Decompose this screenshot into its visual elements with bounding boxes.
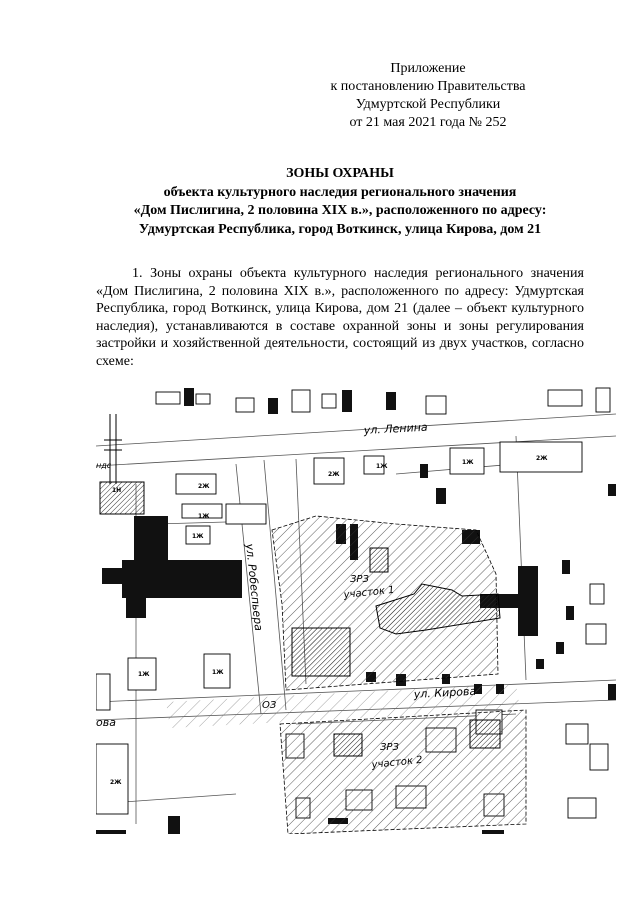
zone-oz-label: ОЗ — [262, 700, 277, 711]
body-line-1: 1. Зоны охраны объекта культурного наследия регионального значения — [132, 266, 584, 281]
zone-scheme-map — [96, 384, 616, 834]
building-label: 1Ж — [462, 459, 474, 466]
body-line-5: застройки и хозяйственной деятельности, состоящий из двух участков, согласно — [96, 336, 584, 351]
zone-rz-1-label: ЗРЗ — [350, 574, 369, 585]
title-line-3: «Дом Пислигина, 2 половина XIX в.», расположенного по адресу: — [133, 203, 547, 218]
appendix-title: Приложение — [390, 61, 466, 76]
body-line-6: схеме: — [96, 353, 134, 369]
map-fragment-label: ндс — [96, 461, 112, 470]
building-label: 1Н — [112, 487, 122, 494]
body-line-2: «Дом Пислигина, 2 половина XIX в.», расположенного по адресу: Удмуртская — [96, 283, 584, 299]
body-line-4: наследия), устанавливаются в составе охранной зоны и зоны регулирования — [96, 318, 584, 334]
street-left-fragment-label: ова — [96, 716, 116, 729]
building-label: 2Ж — [110, 779, 122, 786]
building-label: 2Ж — [198, 483, 210, 490]
building-label: 1Ж — [376, 463, 388, 470]
title-line-4: Удмуртская Республика, город Воткинск, улица Кирова, дом 21 — [138, 221, 542, 237]
street-robespera-label: ул. Робеспьера — [243, 542, 266, 632]
document-title — [80, 165, 600, 239]
appendix-date: от 21 мая 2021 года № 252 — [349, 115, 507, 130]
body-paragraph — [96, 265, 584, 370]
building-label: 1Ж — [198, 513, 210, 520]
appendix-header — [278, 60, 578, 132]
street-lenina-label: ул. Ленина — [363, 420, 428, 437]
body-line-3: Республика, город Воткинск, улица Кирова, дом 21 (далее – объект культурного — [96, 301, 584, 316]
building-label: 2Ж — [536, 455, 548, 462]
building-label: 1Ж — [192, 533, 204, 540]
zone-rz-2-label: ЗРЗ — [380, 742, 399, 753]
title-line-1: ЗОНЫ ОХРАНЫ — [286, 166, 394, 181]
title-line-2: объекта культурного наследия регионального значения — [163, 184, 517, 200]
building-label: 1Ж — [138, 671, 150, 678]
scheme-svg — [96, 384, 616, 834]
plot-1-label: участок 1 — [343, 584, 396, 601]
building-label: 1Ж — [212, 669, 224, 676]
pole-symbol — [104, 414, 122, 484]
plot-2-label: участок 2 — [371, 754, 424, 771]
appendix-republic: Удмуртской Республики — [355, 97, 501, 112]
appendix-resolution: к постановлению Правительства — [330, 79, 526, 94]
building-hatched-left — [100, 482, 144, 514]
building-label: 2Ж — [328, 471, 340, 478]
street-kirova-label: ул. Кирова — [413, 684, 477, 701]
